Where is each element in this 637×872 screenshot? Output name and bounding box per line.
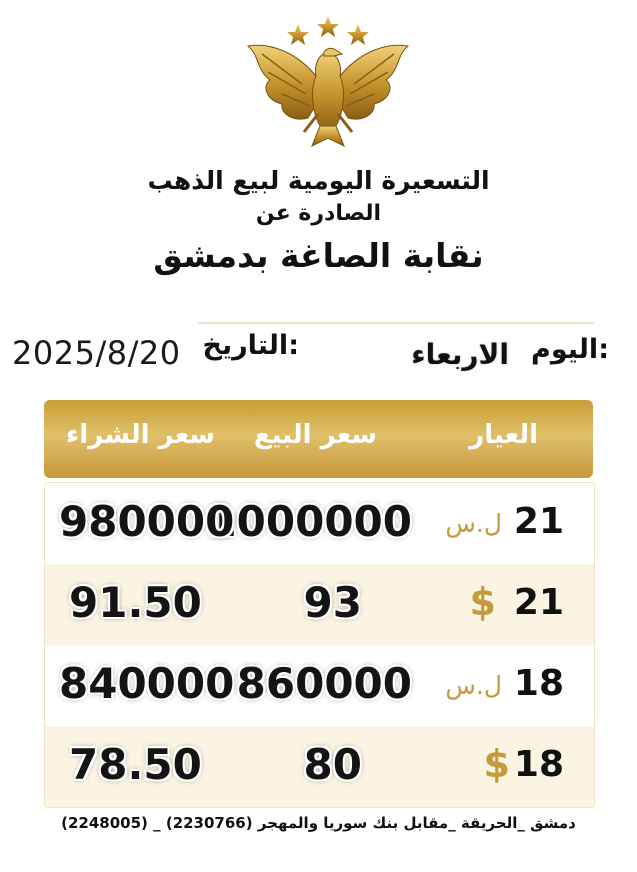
star-icon [317,16,339,37]
date-value: 2025/8/20 [12,334,181,372]
header-sell-price: سعر البيع [253,420,377,450]
sell-price: 80 [303,740,362,789]
table-row [45,645,594,726]
buy-price: 840000 [59,659,235,708]
sell-price: 1000000 [207,497,412,546]
price-table [44,482,595,808]
date-row [0,330,637,380]
currency-usd: $ [483,742,510,786]
buy-price: 91.50 [69,578,202,627]
title-line-1: التسعيرة اليومية لبيع الذهب [147,166,490,195]
header-buy-price: سعر الشراء [66,420,215,450]
currency-syp: ل.س [445,509,502,538]
divider [198,322,594,324]
table-row [45,483,594,564]
karat-value: 18 [513,663,564,704]
sell-price: 860000 [236,659,412,708]
header-karat: العيار [469,420,538,450]
date-label: التاريخ: [202,330,299,361]
table-row [45,564,594,645]
star-icon [287,24,309,45]
buy-price: 980000 [59,497,235,546]
karat-value: 18 [513,744,564,785]
currency-usd: $ [469,580,496,624]
footer-address: دمشق _الحريقة _مقابل بنك سوريا والمهجر (2230766) _ (2248005) [61,814,576,832]
title-line-3: نقابة الصاغة بدمشق [153,236,484,275]
karat-value: 21 [513,582,564,623]
day-value: الاربعاء [411,338,509,371]
star-icon [347,24,369,45]
table-row [45,726,594,807]
day-label: اليوم: [531,334,609,365]
karat-value: 21 [513,501,564,542]
currency-syp: ل.س [445,671,502,700]
price-table-header [44,400,593,478]
eagle-emblem-icon [242,14,414,150]
buy-price: 78.50 [69,740,202,789]
title-line-2: الصادرة عن [255,201,382,226]
sell-price: 93 [303,578,362,627]
